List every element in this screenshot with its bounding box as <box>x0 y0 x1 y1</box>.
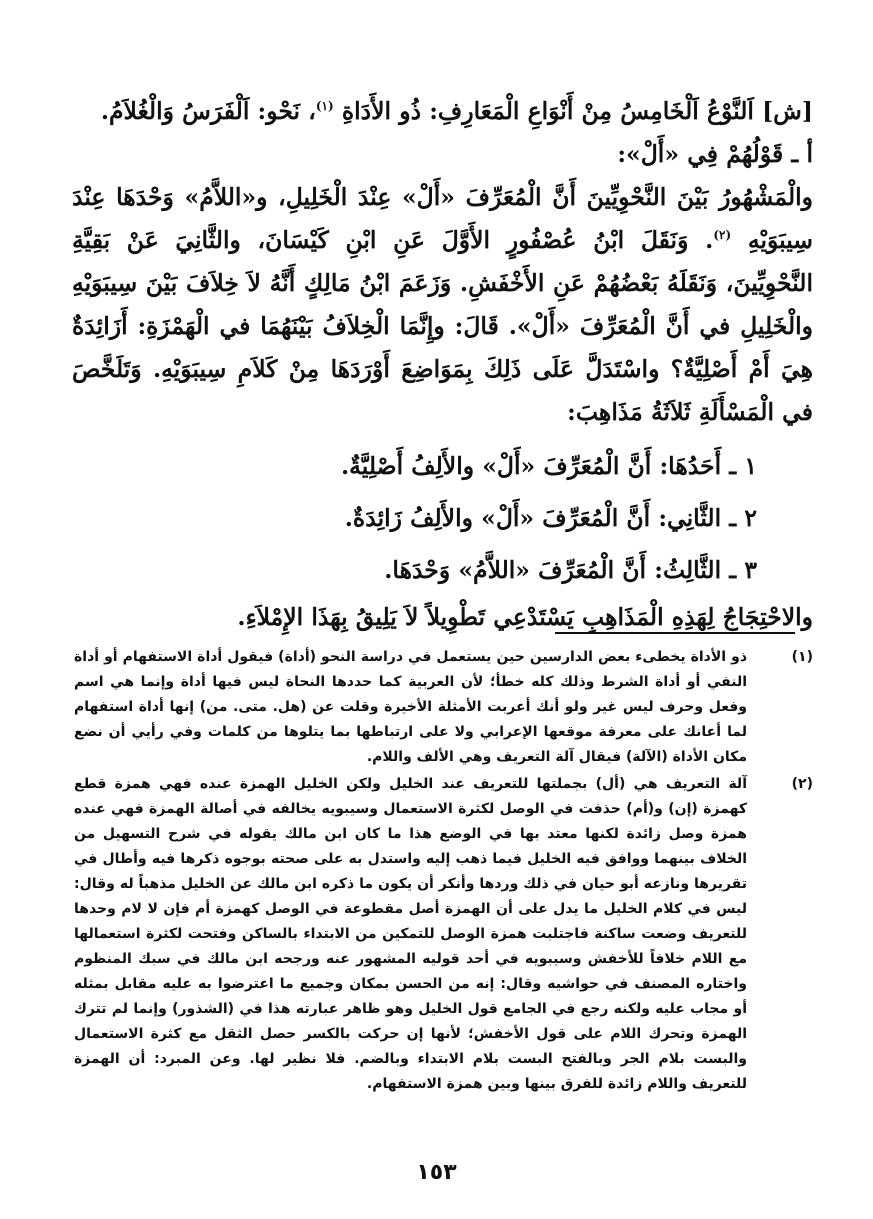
footnote-1 <box>74 645 813 770</box>
body-paragraph <box>72 176 813 434</box>
sub-heading: أ ـ قَوْلُهُمْ فِي «أَلْ»: <box>617 140 813 168</box>
list-item: ٢ ـ الثَّانِي: أَنَّ الْمُعَرِّفَ «أَلْ» والأَلِفُ زَائِدَةٌ. <box>344 504 757 532</box>
closing-sentence: والاحْتِجَاجُ لِهَذِهِ الْمَذَاهِبِ يَسْتَدْعِي تَطْوِيلاً لاَ يَلِيقُ بِهَذَا الإِمْلاَءِ. <box>237 603 813 631</box>
paragraph-part-1: والْمَشْهُورُ بَيْنَ النَّحْوِيِّينَ أَنَّ الْمُعَرِّفَ «أَلْ» عِنْدَ الْخَلِيلِ، و«اللاَّمُ» وَحْدَهَا عِنْدَ سِيبَوَيْهِ <box>72 183 813 254</box>
footnote-2 <box>74 772 813 1097</box>
main-text <box>72 90 813 639</box>
footnote-separator <box>555 632 795 634</box>
heading-text: [ش] اَلنَّوْعُ اَلْخَامِسُ مِنْ أَنْوَاعِ الْمَعَارِفِ: ذُو الأَدَاةِ <box>341 97 813 125</box>
doctrines-list <box>72 440 813 596</box>
paragraph-part-2: . وَنَقَلَ ابْنُ عُصْفُورٍ الأَوَّلَ عَنِ ابْنِ كَيْسَانَ، والثَّانِيَ عَنْ بَقِيَّةِ النَّحْوِيِّينَ، وَنَقَلَهُ بَعْضُهُمْ عَنِ الأَخْفَشِ. وَزَعَمَ ابْنُ مَالِكٍ أَنَّهُ لاَ خِلاَفَ بَيْنَ سِيبَوَيْهِ والْخَلِيلِ في أَنَّ الْمُعَرِّفَ «أَلْ». قَالَ: وإِنَّمَا الْخِلاَفُ بَيْنَهُمَا في الْهَمْزَةِ: أَزَائِدَةٌ هِيَ أَمْ أَصْلِيَّةٌ؟ واسْتَدَلَّ عَلَى ذَلِكَ بِمَوَاضِعَ أَوْرَدَهَا مِنْ كَلاَمِ سِيبَوَيْهِ. وَتَلَخَّصَ في الْمَسْأَلَةِ ثَلاَثَةُ مَذَاهِبَ: <box>72 226 813 426</box>
page-number: ١٥٣ <box>416 1160 457 1185</box>
list-item: ٣ ـ الثَّالِثُ: أَنَّ الْمُعَرِّفَ «اللاَّمُ» وَحْدَهَا. <box>384 556 757 584</box>
footnote-ref-1[interactable]: (١) <box>315 99 334 114</box>
section-heading <box>72 90 813 133</box>
list-item: ١ ـ أَحَدُهَا: أَنَّ الْمُعَرِّفَ «أَلْ» والأَلِفُ أَصْلِيَّةٌ. <box>340 452 757 480</box>
heading-tail: ، نَحْو: اَلْفَرَسُ وَالْغُلاَمُ. <box>100 97 316 125</box>
footnote-text: آلة التعريف هي (أل) بجملتها للتعريف عند الخليل ولكن الخليل الهمزة عنده فهي همزة قطع كهمزة (إن) و(أم) حذفت في الوصل لكثرة الاستعمال وسيبويه يخالفه في أصالة الهمزة فهي عنده همزة وصل زائدة لكنها معتد بها في الوضع هذا ما كان ابن مالك يقوله في شرح التسهيل من الخلاف بينهما ووافق فيه الخليل فيما ذهب إليه واستدل به على صحته بوجوه ذكرها فيه وأطال في تقريرها ونازعه أبو حيان في ذلك وردها وأنكر أن يكون ما ذكره ابن مالك عن الخليل مذهباً له وقال: ليس في كلام الخليل ما يدل على أن الهمزة أصل مقطوعة في الوصل كهمزة أم فإن لا لام وحدها للتعريف وضعت ساكنة فاجتلبت همزة الوصل للتمكين من الابتداء بالساكن وفتحت لكثرة استعمالها مع اللام خلافاً للأخفش وسيبويه في أحد قوليه المشهور عنه ورجحه ابن مالك في سبك المنظوم واختاره المصنف في حواشيه وقال: إنه من الحسن بمكان وجميع ما اعترضوا به عليه مقابل بمثله أو مجاب عليه ولكنه رجع في الجامع قول الخليل وهو ظاهر عبارته هذا في (الشذور) وإنما لم تترك الهمزة وتحرك اللام على قول الأخفش؛ لأنها إن حركت بالكسر حصل الثقل مع كثرة الاستعمال والبست بلام الجر وبالفتح البست بلام الابتداء وبالضم. فلا نظير لها. وعن المبرد: أن الهمزة للتعريف واللام زائدة للفرق بينها وبين همزة الاستفهام. <box>74 776 747 1092</box>
footnote-number: (٢) <box>791 776 813 792</box>
footnote-text: ذو الأداة يخطىء بعض الدارسين حين يستعمل في دراسة النحو (أداة) فيقول أداة الاستفهام أو أداة النفي أو أداة الشرط وذلك كله خطأ؛ لأن العربية كما حددها النحاة ليس فيها أداة وإنما هي اسم وفعل وحرف ليس غير ولو أنك أعربت الأمثلة الأخيرة وقلت عن (هل. متى. من) إنها أداة استفهام لما أعانك على معرفة موقعها الإعرابي ولا على ارتباطها بما يتلوها من كلمات وفي رأيي أن نضع مكان الأداة (الآلة) فيقال آلة التعريف وهي الألف واللام. <box>74 649 747 765</box>
footnote-number: (١) <box>791 649 813 665</box>
footnote-ref-2[interactable]: (٢) <box>713 228 732 243</box>
footnotes <box>74 645 813 1099</box>
